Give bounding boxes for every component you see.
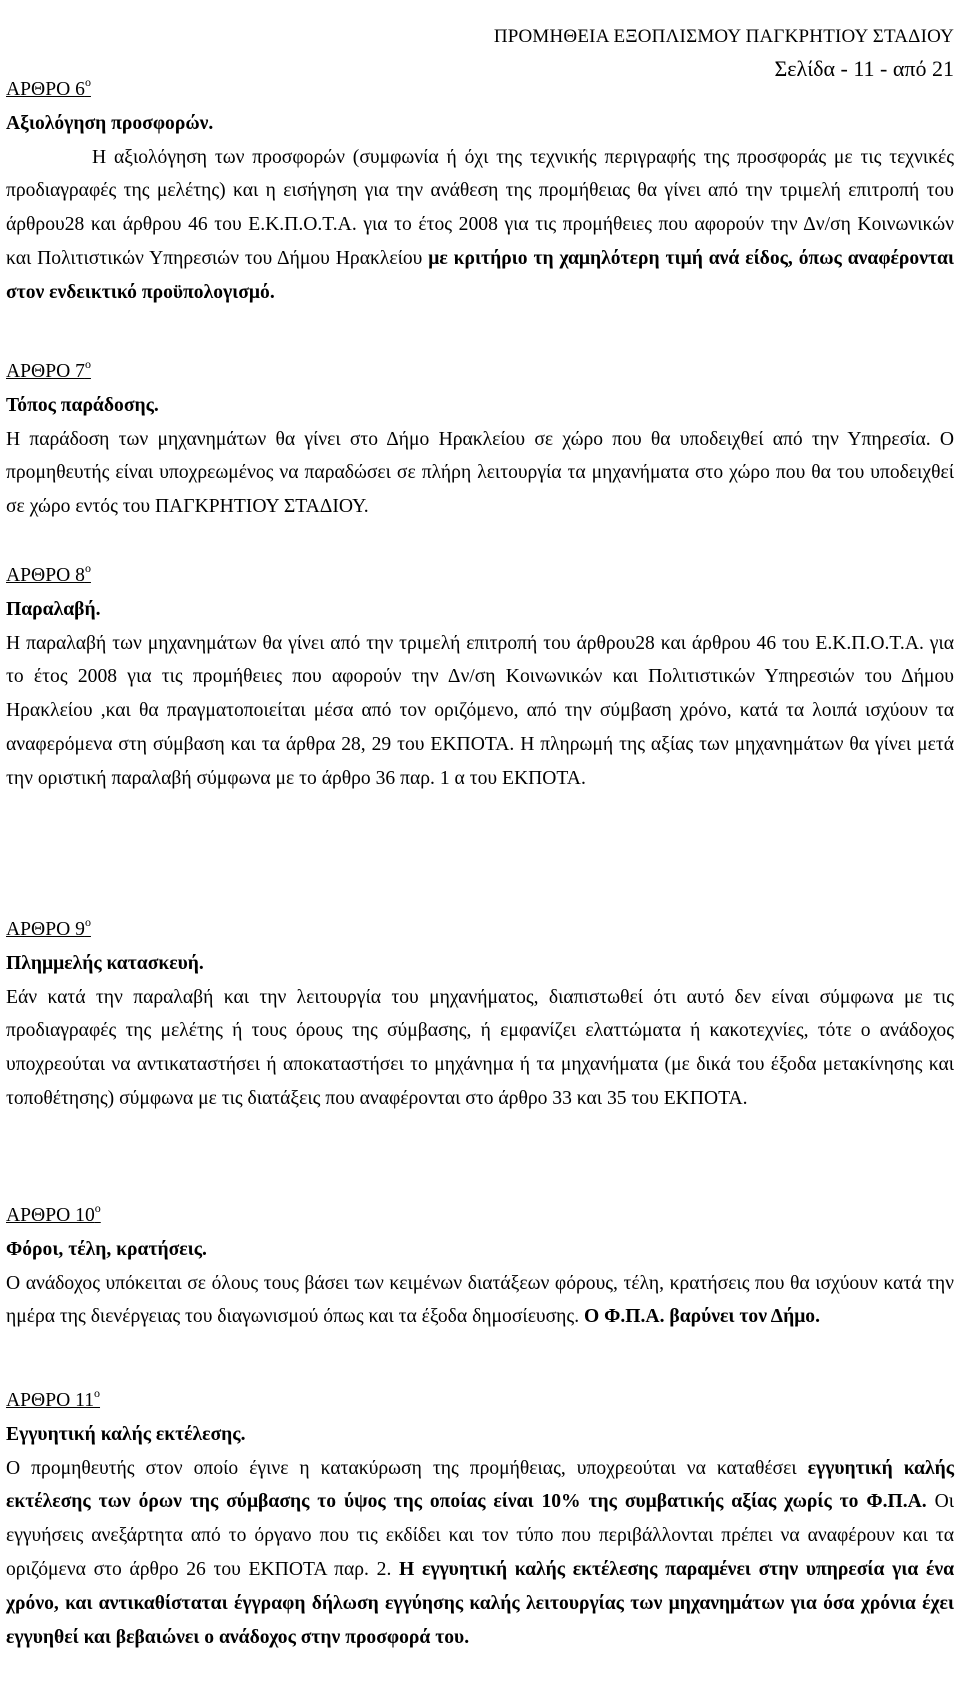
article-6 — [6, 73, 954, 310]
article-11-text: Ο προμηθευτής στον οποίο έγινε η κατακύρωση της προμήθειας, υποχρεούται να καταθέσει εγγυητική καλής εκτέλεσης των όρων της σύμβασης το ύψος της οποίας είναι 10% της συμβατικής αξίας χωρίς το Φ.Π.Α. Οι εγγυήσεις ανεξάρτητα από το όργανο που τις εκδίδει και τον τύπο που περιβάλλονται πρέπει να αναφέρουν και τα οριζόμενα στο άρθρο 26 του ΕΚΠΟΤΑ παρ. 2. Η εγγυητική καλής εκτέλεσης παραμένει στην υπηρεσία για ένα χρόνο, και αντικαθίσταται έγγραφη δήλωση εγγύησης καλής λειτουργίας των μηχανημάτων για όσα χρόνια έχει εγγυηθεί και βεβαιώνει ο ανάδοχος στην προσφορά του. — [6, 1457, 955, 1648]
article-7-title: ΑΡΘΡΟ $7^o$ — [6, 357, 91, 382]
article-7-subtitle: Τόπος παράδοσης. — [6, 394, 159, 416]
article-10-subtitle: Φόροι, τέλη, κρατήσεις. — [6, 1238, 207, 1260]
article-8-title: ΑΡΘΡΟ $8^o$ — [6, 561, 91, 586]
article-8 — [6, 559, 954, 796]
article-8-text: Η παραλαβή των μηχανημάτων θα γίνει από την τριμελή επιτροπή του άρθρου28 και άρθρου 46 του Ε.Κ.Π.Ο.Τ.Α. για το έτος 2008 για τις προμήθειες που αφορούν την Δν/ση Κοινωνικών και Πολιτιστικών Υπηρεσιών του Δήμου Ηρακλείου ,και θα πραγματοποιείται μέσα από τον οριζόμενο, από την σύμβαση χρόνο, κατά τα λοιπά ισχύουν τα αναφερόμενα στη σύμβαση και τα άρθρα 28, 29 του ΕΚΠΟΤΑ. Η πληρωμή της αξίας των μηχανημάτων θα γίνει μετά την οριστική παραλαβή σύμφωνα με το άρθρο 36 παρ. 1 α του ΕΚΠΟΤΑ. — [6, 632, 954, 789]
article-11-subtitle: Εγγυητική καλής εκτέλεσης. — [6, 1423, 246, 1445]
article-10-title: ΑΡΘΡΟ $10^o$ — [6, 1201, 101, 1226]
article-9-subtitle: Πλημμελής κατασκευή. — [6, 952, 204, 974]
article-9-title: ΑΡΘΡΟ $9^o$ — [6, 915, 91, 940]
article-6-title: ΑΡΘΡΟ $6^o$ — [6, 75, 91, 100]
article-10 — [6, 1199, 954, 1334]
article-11 — [6, 1384, 954, 1654]
article-6-criterion: με κριτήριο τη χαμηλότερη τιμή ανά είδος, όπως αναφέρονται στον ενδεικτικό προϋπολογισμό. — [6, 247, 955, 303]
article-11-guarantee-duration: Η εγγυητική καλής εκτέλεσης παραμένει στην υπηρεσία για ένα χρόνο, και αντικαθίσταται έγγραφη δήλωση εγγύησης καλής λειτουργίας των μηχανημάτων για όσα χρόνια έχει εγγυηθεί και βεβαιώνει ο ανάδοχος στην προσφορά του. — [6, 1558, 955, 1648]
document-title-header: ΠΡΟΜΗΘΕΙΑ ΕΞΟΠΛΙΣΜΟΥ ΠΑΓΚΡΗΤΙΟΥ ΣΤΑΔΙΟΥ — [493, 26, 954, 47]
article-6-subtitle: Αξιολόγηση προσφορών. — [6, 112, 214, 134]
article-10-vat-note: Ο Φ.Π.Α. βαρύνει τον Δήμο. — [584, 1306, 820, 1328]
article-9 — [6, 913, 954, 1116]
article-11-title: ΑΡΘΡΟ $11^o$ — [6, 1386, 101, 1411]
article-10-text: Ο ανάδοχος υπόκειται σε όλους τους βάσει των κειμένων διατάξεων φόρους, τέλη, κρατήσεις που θα ισχύουν κατά την ημέρα της διενέργειας του διαγωνισμού όπως και τα έξοδα δημοσίευσης. Ο Φ.Π.Α. βαρύνει τον Δήμο. — [6, 1272, 954, 1328]
article-9-text: Εάν κατά την παραλαβή και την λειτουργία του μηχανήματος, διαπιστωθεί ότι αυτό δεν είναι σύμφωνα με τις προδιαγραφές της μελέτης ή τους όρους της σύμβασης, ή εμφανίζει ελαττώματα ή κακοτεχνίες, τότε ο ανάδοχος υποχρεούται να αντικαταστήσει ή αποκαταστήσει το μηχάνημα ή τα μηχανήματα (με δικά του έξοδα μετακίνησης και τοποθέτησης) σύμφωνα με τις διατάξεις που αναφέρονται στο άρθρο 33 και 35 του ΕΚΠΟΤΑ. — [6, 986, 954, 1109]
article-8-subtitle: Παραλαβή. — [6, 598, 101, 620]
article-11-guarantee-amount: εγγυητική καλής εκτέλεσης των όρων της σύμβασης το ύψος της οποίας είναι 10% της συμβατικής αξίας χωρίς το Φ.Π.Α. — [6, 1457, 954, 1513]
article-7-text: Η παράδοση των μηχανημάτων θα γίνει στο Δήμο Ηρακλείου σε χώρο που θα υποδειχθεί από την Υπηρεσία. Ο προμηθευτής είναι υποχρεωμένος να παραδώσει σε πλήρη λειτουργία τα μηχανήματα στο χώρο που θα του υποδειχθεί σε χώρο εντός του ΠΑΓΚΡΗΤΙΟΥ ΣΤΑΔΙΟΥ. — [6, 428, 954, 518]
article-6-text: Η αξιολόγηση των προσφορών (συμφωνία ή όχι της τεχνικής περιγραφής της προσφοράς με τις τεχνικές προδιαγραφές της μελέτης) και η εισήγηση για την ανάθεση της προμήθειας θα γίνει από την τριμελή επιτροπή του άρθρου28 και άρθρου 46 του Ε.Κ.Π.Ο.Τ.Α. για το έτος 2008 για τις προμήθειες που αφορούν την Δν/ση Κοινωνικών και Πολιτιστικών Υπηρεσιών του Δήμου Ηρακλείου με κριτήριο τη χαμηλότερη τιμή ανά είδος, όπως αναφέρονται στον ενδεικτικό προϋπολογισμό. — [6, 146, 955, 303]
page-number: Σελίδα - 11 - από 21 — [774, 56, 954, 81]
article-7 — [6, 355, 954, 524]
